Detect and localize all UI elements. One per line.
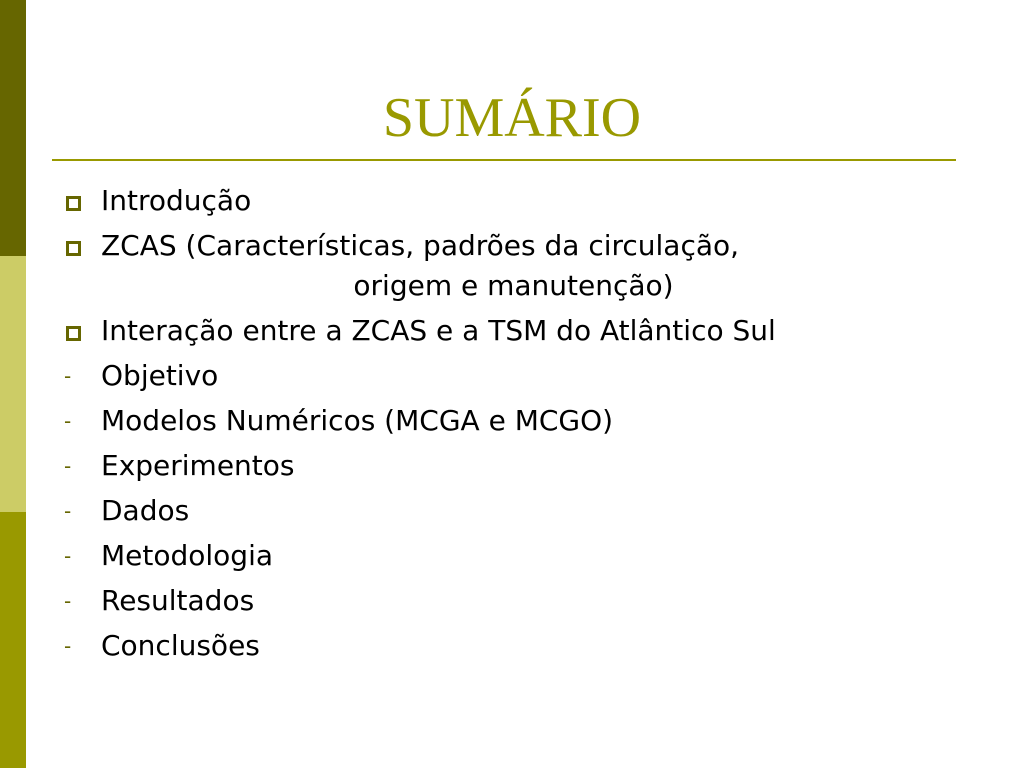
list-item-zcas: [56, 226, 986, 306]
side-bar-middle: [0, 256, 26, 512]
list-item-text: Dados: [101, 494, 190, 527]
side-bar-bottom: [0, 512, 26, 768]
list-item-text: Resultados: [101, 584, 255, 617]
list-item-text: Introdução: [101, 184, 252, 217]
list-item-modelos: [56, 401, 986, 441]
slide-title: SUMÁRIO: [382, 87, 642, 149]
list-item-resultados: [56, 581, 986, 621]
list-item-conclusoes: [56, 626, 986, 666]
dash-bullet-icon: -: [64, 634, 72, 658]
list-item-experimentos: [56, 446, 986, 486]
list-item-text: Modelos Numéricos (MCGA e MCGO): [101, 404, 614, 437]
square-bullet-icon: [66, 326, 81, 341]
dash-bullet-icon: -: [64, 499, 72, 523]
list-item-introducao: [56, 181, 986, 221]
dash-bullet-icon: -: [64, 409, 72, 433]
list-item-objetivo: [56, 356, 986, 396]
list-item-text: Metodologia: [101, 539, 274, 572]
list-item-metodologia: [56, 536, 986, 576]
list-item-dados: [56, 491, 986, 531]
list-item-text-continuation: origem e manutenção): [353, 269, 674, 302]
list-item-text: Interação entre a ZCAS e a TSM do Atlântico Sul: [101, 314, 776, 347]
list-item-text: Objetivo: [101, 359, 219, 392]
title-divider: [52, 159, 956, 161]
dash-bullet-icon: -: [64, 544, 72, 568]
list-item-interacao: [56, 311, 986, 351]
list-item-text: Experimentos: [101, 449, 295, 482]
square-bullet-icon: [66, 241, 81, 256]
list-item-text: Conclusões: [101, 629, 260, 662]
dash-bullet-icon: -: [64, 364, 72, 388]
list-item-text: ZCAS (Características, padrões da circulação,: [101, 229, 740, 262]
dash-bullet-icon: -: [64, 454, 72, 478]
square-bullet-icon: [66, 196, 81, 211]
bullet-list: [56, 181, 986, 671]
dash-bullet-icon: -: [64, 589, 72, 613]
side-bar-top: [0, 0, 26, 256]
